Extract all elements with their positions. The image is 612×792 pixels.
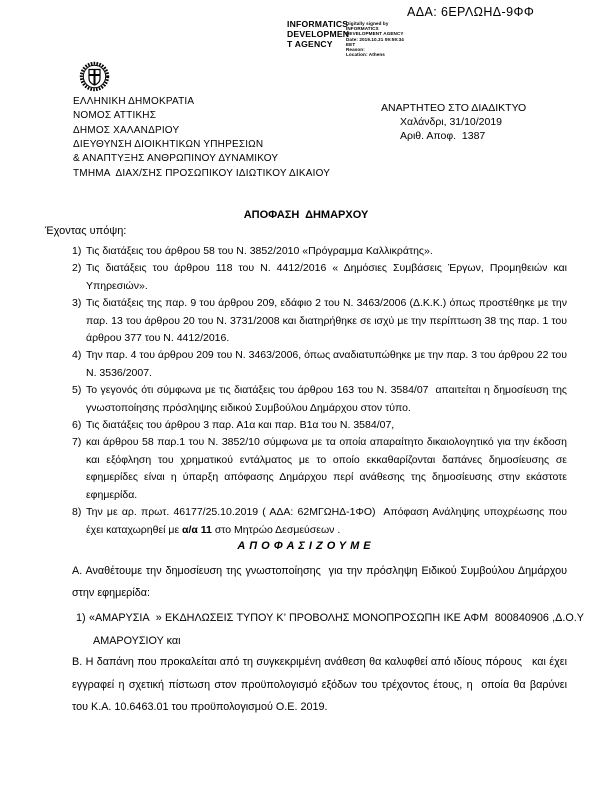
list-item-number: 1) bbox=[72, 245, 82, 257]
document-title: ΑΠΟΦΑΣΗ ΔΗΜΑΡΧΟΥ bbox=[243, 209, 369, 221]
preamble-intro: Έχοντας υπόψη: bbox=[45, 225, 127, 237]
item8-text-before: Την με αρ. πρωτ. 46177/25.10.2019 ( ΑΔΑ: 62ΜΓΩΗΔ-1ΦΟ) Απόφαση Ανάληψης υποχρέωσης που έχει καταχωρηθεί με bbox=[86, 506, 570, 536]
place-and-date: Χαλάνδρι, 31/10/2019 bbox=[400, 116, 503, 128]
list-item-number: 4) bbox=[72, 349, 82, 362]
section-b-budget: Β. Η δαπάνη που προκαλείται από τη συγκεκριμένη ανάθεση θα καλυφθεί από ιδίους πόρους και έχει εγγραφεί η σχετική πίστωση στον προϋπολογισμό εξόδων του τρέχοντος έτους, η οποία θα βαρύνει του Κ.Α. 10.6463.01 του προϋπολογισμού Ο.Ε. 2019. bbox=[72, 656, 570, 713]
list-item bbox=[72, 243, 567, 260]
list-item-number: 8) bbox=[72, 506, 82, 519]
list-item-text: Το γεγονός ότι σύμφωνα με τις διατάξεις του άρθρου 163 του Ν. 3584/07 απαιτείται η δημοσίευση της γνωστοποίησης πρόσληψης ειδικού Συμβούλου Δημάρχου στον τύπο. bbox=[86, 384, 570, 414]
decision-heading: ΑΠΟΦΑΣΙΖΟΥΜΕ bbox=[237, 540, 375, 552]
considerations-list bbox=[72, 243, 570, 539]
item8-text-after: στο Μητρώο Δεσμεύσεων . bbox=[211, 523, 341, 536]
list-item-number: 7) bbox=[72, 436, 82, 449]
section-a-assignment: Α. Αναθέτουμε την δημοσίευση της γνωστοποίησης για την πρόσληψη Ειδικού Συμβούλου Δημάρχου στην εφημερίδα: bbox=[72, 565, 570, 600]
digital-signature-agency bbox=[287, 19, 349, 50]
signature-detail-line: Digitally signed by bbox=[346, 21, 389, 26]
signature-detail-line: DEVELOPMENT AGENCY bbox=[346, 31, 404, 37]
list-item-number: 2) bbox=[72, 262, 82, 275]
list-item-text: Την παρ. 4 του άρθρου 209 του Ν. 3463/2006, όπως αναδιατυπώθηκε με την παρ. 3 του άρθρου 22 του Ν. 3536/2007. bbox=[86, 349, 570, 379]
list-item bbox=[72, 260, 570, 295]
list-item bbox=[72, 295, 570, 347]
list-item-text bbox=[86, 504, 570, 539]
list-item-number: 3) bbox=[72, 297, 82, 310]
digital-signature-details bbox=[346, 21, 404, 57]
ada-code: ΑΔΑ: 6ΕΡΛΩΗΔ-9ΦΦ bbox=[407, 5, 535, 19]
signature-agency-line: T AGENCY bbox=[287, 39, 333, 50]
list-item-number: 5) bbox=[72, 384, 82, 397]
list-item-text: και άρθρου 58 παρ.1 του Ν. 3852/10 σύμφωνα με τα οποία απαραίτητο δικαιολογητικό για την έκδοση και εξόφληση του χρηματικού εντάλματος με το οποίο εκκαθαρίζονται δαπάνες δημοσίευσης σε εφημερίδες είναι η ύπαρξη απόφασης Δημάρχου περί ανάθεσης της δημοσίευσης στην εκάστοτε εφημερίδα. bbox=[86, 436, 570, 501]
decision-number: Αριθ. Αποφ. 1387 bbox=[400, 130, 486, 142]
signature-detail-line: Reason: bbox=[346, 47, 365, 53]
issuing-authority-block bbox=[73, 95, 330, 181]
signature-agency-line: INFORMATICS bbox=[287, 19, 349, 29]
list-item-text: Τις διατάξεις του άρθρου 118 του Ν. 4412/2016 « Δημόσιες Συμβάσεις Έργων, Προμηθειών και Υπηρεσιών». bbox=[86, 262, 570, 292]
signature-detail-line: INFORMATICS bbox=[346, 26, 379, 32]
list-item-text: Τις διατάξεις του άρθρου 58 του Ν. 3852/2010 «Πρόγραμμα Καλλικράτης». bbox=[86, 245, 433, 257]
list-item-text: Τις διατάξεις της παρ. 9 του άρθρου 209, εδάφιο 2 του Ν. 3463/2006 (Δ.Κ.Κ.) όπως προστέθηκε με την παρ. 13 του άρθρου 20 του Ν. 3731/2008 και διατηρήθηκε σε ισχύ με την περίπτωση 38 της παρ. 1 του άρθρου 377 του Ν. 4412/2016. bbox=[86, 297, 570, 345]
authority-line-directorate: ΔΙΕΥΘΥΝΣΗ ΔΙΟΙΚΗΤΙΚΩΝ ΥΠΗΡΕΣΙΩΝ bbox=[73, 139, 264, 151]
list-item bbox=[72, 504, 570, 539]
signature-detail-line: Location: Athens bbox=[346, 52, 385, 58]
authority-line-department: ΤΜΗΜΑ ΔΙΑΧ/ΣΗΣ ΠΡΟΣΩΠΙΚΟΥ ΙΔΙΩΤΙΚΟΥ ΔΙΚΑΙΟΥ bbox=[73, 167, 331, 179]
authority-line-prefecture: ΝΟΜΟΣ ΑΤΤΙΚΗΣ bbox=[73, 110, 157, 122]
list-item-text: Τις διατάξεις του άρθρου 3 παρ. Α1α και παρ. Β1α του Ν. 3584/07, bbox=[86, 419, 395, 432]
document-reference-block bbox=[381, 101, 526, 143]
assigned-newspaper-item: 1) «ΑΜΑΡΥΣΙΑ » ΕΚΔΗΛΩΣΕΙΣ ΤΥΠΟΥ Κ’ ΠΡΟΒΟΛΗΣ ΜΟΝΟΠΡΟΣΩΠΗ ΙΚΕ ΑΦΜ 800840906 ,Δ.Ο.Υ ΑΜΑΡΟΥΣΙΟΥ και bbox=[76, 612, 587, 647]
authority-line-republic: ΕΛΛΗΝΙΚΗ ΔΗΜΟΚΡΑΤΙΑ bbox=[73, 96, 195, 107]
list-item bbox=[72, 347, 570, 382]
publish-on-internet-note: ΑΝΑΡΤΗΤΕΟ ΣΤΟ ΔΙΑΔΙΚΤΥΟ bbox=[381, 102, 527, 114]
signature-detail-line: EET bbox=[346, 41, 356, 47]
greek-emblem-icon bbox=[79, 61, 110, 92]
authority-line-municipality: ΔΗΜΟΣ ΧΑΛΑΝΔΡΙΟΥ bbox=[73, 124, 180, 136]
list-item bbox=[72, 434, 570, 504]
item8-registry-serial: α/α 11 bbox=[182, 523, 212, 536]
list-item-number: 6) bbox=[72, 419, 82, 432]
signature-detail-line: Date: 2019.10.31 09:59:34 bbox=[346, 36, 404, 42]
signature-agency-line: DEVELOPMEN bbox=[287, 29, 350, 40]
authority-line-directorate2: & ΑΝΑΠΤΥΞΗΣ ΑΝΘΡΩΠΙΝΟΥ ΔΥΝΑΜΙΚΟΥ bbox=[73, 153, 279, 165]
list-item bbox=[72, 417, 567, 434]
list-item bbox=[72, 382, 570, 417]
